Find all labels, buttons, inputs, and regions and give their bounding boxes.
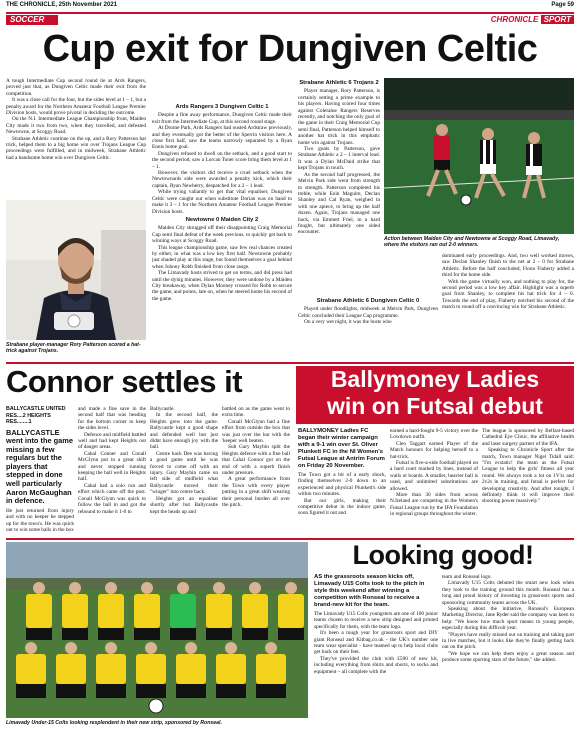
section-bar <box>6 12 574 24</box>
headline-connor: Connor settles it <box>6 364 243 399</box>
photo-caption-action: Action between Maiden City and Newtowne at Scoggy Road, Limavady, where the visitors ran out 2-0 winners. <box>384 236 560 248</box>
headline-ballymoney-box <box>296 366 574 424</box>
photo-action-maiden-city <box>384 78 574 234</box>
headline-cup-exit: Cup exit for Dungiven Celtic <box>42 28 538 70</box>
page-header <box>6 2 574 12</box>
photo-rory-patterson <box>6 200 146 340</box>
photo-caption-limavady: Limavady Under-15 Colts looking resplendent in their new strip, sponsored by Ronseal. <box>6 720 222 726</box>
story4-col2: team and Ronseal logo. Limavady U15 Colts debuted the smart new look when they took to the training ground this month. Ronseal has a long and proud history of investing in grassroots sports and sponsoring community teams across the UK. Speaking about the initiative, Ronseal's European Marketing Director, Jane Ryder said the company was keen to help: "We know how much sport means to young people, especially during this difficult year. "Players have really missed out on training and taking part in live matches, but it looks like they're finally getting back out on the pitch. "We hope we can help them enjoy a great season and produce some sporting stars of the future," she added. <box>442 574 574 664</box>
photo-limavady-team <box>6 542 308 718</box>
story3-intro: BALLYMONEY Ladies FC began their winter campaign with a 9-1 win over St. Oliver Plunkett FC in the NI Women's Futsal League at Antrim Forum on Friday 20 November. <box>298 428 385 469</box>
story1-col3b: Strabane Athletic 6 Dungiven Celtic 0 Played under floodlights, midweek at Melvin Park, Dungiven Celtic concluded their League Cup programme. On a very wet night, it was the hosts who <box>298 298 438 326</box>
story3-col1: BALLYMONEY Ladies FC began their winter campaign with a 9-1 win over St. Oliver Plunkett FC in the NI Women's Futsal League at Antrim Forum on Friday 20 November. The Town got a bit of a early shock, finding themselves 2-0 down to an experienced and physical Plunkett's side within two minutes. But our girls, making their competitive debut in the indoor game, soon figured it out and <box>298 428 386 517</box>
story2-col1: BALLYCASTLE UNITED RES....2 HEIGHTS RES........1 BALLYCASTLE went into the game missing a few regulars but the players that stepped in done well particularly Aaron McGaughan in defence. He just returned from injury and with no keeper he stepped up for the town's. He was quick out to win some balls in the box <box>6 406 74 534</box>
photo-caption-rory: Strabane player-manager Rory Patterson scored a hat-trick against Trojans. <box>6 342 141 354</box>
page-number: Page 59 <box>551 2 574 8</box>
subhead-newtowne: Newtowne 0 Maiden City 2 <box>185 216 259 223</box>
story1-col1: A tough Intermediate Cup second round tie at Ards Rangers, proved just that, as Dungiven Celtic made their exit from the competition. It was a close call for the four, but the sides level at 1 – 1, but a penalty award for the Northern Amateur Football League Premier Division hosts, would prove pivotal in deciding the outcome. On the N.I. Intermediate League Championship front, Maiden City made it two from two, when they travelled, and defeated Newtowne, at Scoggy Road. Strabane Athletic continue on the up, and a Rory Patterson hat trick, helped them to a big home win over Trojans League Cup proceedings were fulfilled, and in midweek, Strabane Athletic had a handsome home win over Dungiven Celtic. <box>6 78 146 161</box>
story4-col1: AS the grassroots season kicks off, Limavady U15 Colts took to the pitch in style this weekend after winning a competition with Ronseal to receive a brand-new kit for the team. The Limavady U15 Colts youngsters are one of 100 junior teams chosen to receive a new strip designed and printed specifically for them, with the team logo. It's been a tough year for grassroots sport and DIY giant Ronseal and Kitbag.co.uk - the UK's number one team wear specialist - have teamed up to help local clubs get back on their feet. They've provided the club with £500 of new kit, including everything from shirts and shorts, to socks and equipment – all complete with the <box>314 574 438 675</box>
story1-col2: Ards Rangers 3 Dungiven Celtic 1 Despite a fine away performance, Dungiven Celtic made their exit from the Intermediate Cup, at this second round stage. At Drome Park, Ards Rangers had ousted Ardstraw previously, and they eventually got the better of the Sperrin visitors here. A close first half, saw the teams narrowly separated by a Ryan Ennis home goal. Dungiven refused to dwell on the setback, and a good start to the second period, saw a Lorcan Toner score bring them level at 1 – 1. However, the visitors did receive a cruel setback when the Newtownards side were awarded a penalty kick, which their captain, Ryan Newberry, despatched for a 2 – 1 lead. While trying valiantly to get that vital equaliser, Dungiven Celtic were caught out when substitute Dorian was on hand to make it 3 – 1 for the Northern Amateur Football League Premier Division hosts. Newtowne 0 Maiden City 2 Maiden City shrugged off their disappointing Craig Memorial Cup semi final defeat of the week previous, to quickly get back to winning ways at Scoggy Road. This league championship game, saw few real chances created by either, in what was a low key first half. Newtowne probably just shaded play at this stage, but found themselves a goal behind when Johnny Robb finished from close range. The Limavady hosts strived to get on terms, and did press had until the dying minutes. However, they were undone by a Maiden City breakaway, when Dylan Mooney crossed for Robb to secure the game, and points, late on, when he steered home his second of the game. <box>152 104 292 302</box>
brand-logo: CHRONICLE SPORT <box>491 15 574 25</box>
subhead-strabane-trojans: Strabane Athletic 6 Trojans 2 <box>299 80 379 86</box>
publication-date: THE CHRONICLE, 25th November 2021 <box>6 2 118 8</box>
story2-scoreline: BALLYCASTLE UNITED RES....2 HEIGHTS RES........1 <box>6 406 66 425</box>
story1-col4: dominated early proceedings. And, two well worked moves, saw Declan Shanley finish to the net at 2 – 0 for Strabane Athletic. Before the half concluded, Fionn Flaherty added a third for the home side. With the game virtually won, and nothing to play for, the second period was a low key affair. Highlight was a superb goal from Shanley, to complete his hat trick for 4 – 0. Towards the end of play, Flaherty notched his second of the match to round off a convincing win for Strabane Athletic. <box>442 253 574 311</box>
story1-col3: Strabane Athletic 6 Trojans 2 Player manager, Rory Patterson, is certainly setting a prime example to his players. Having scored four times against Coleraine Rangers Reserves recently, and notching the only goal of the game in their Craig Memorial Cup semi final, Patterson helped himself to another hat trick in this emphatic home win against Trojans. Two goals by Patterson, gave Strabane Athletic a 2 – 1 interval lead. It was a Dylan McDaid strike that kept Trojans in touch. As the second half progressed, the Melvin Park side went from strength to strength. Patterson completed his treble, while Eoin Maguire, Declan Shanley and Cal Ryan, weighed in with one apiece, to bring up the half dozen. Again, Trojans managed one back, via Emmett Friel, in a hard fought, but ultimately one sided encounter. <box>298 80 380 236</box>
headline-looking-good: Looking good! <box>352 540 534 570</box>
story2-col3: Ballycastle. In the second half, the Heights grew into the game. Ballycastle kept a good shape and defended well but just didnt have enough joy with the ball. Centre back Dee was having a good game until he was forced to come off with an injury. Gary Maybin came on left side of midfield what Ballycastle moved their "winger" into centre back. Heights got an equaliser shortly after but Ballycastle kept the heads up and <box>150 406 218 515</box>
story2-intro: BALLYCASTLE went into the game missing a few regulars but the players that stepped in done well particularly Aaron McGaughan in defence. <box>6 427 73 506</box>
headline-ballymoney-line2: win on Futsal debut <box>327 393 543 419</box>
section-label: SOCCER <box>6 15 58 25</box>
story4-intro: AS the grassroots season kicks off, Limavady U15 Colts took to the pitch in style this weekend after winning a competition with Ronseal to receive a brand-new kit for the team. <box>314 574 425 608</box>
story3-col3: The league is sponsored by Belfast-based Cathedral Eye Clinic, the affiliative health and laser surgery partner of the IFA. Speaking to Chronicle Sport after the match, Town manager Nigel Tidall said: "I'm ecstatic! the team as the Futsal League to help the girls' fitness all year round. We always took a lot on 1V1s and 2v2s in training, and futsal is perfect for developing creativity. And after tonight, I definitely think it will improve their shooting power massively." <box>482 428 574 505</box>
story2-col2: and made a fine save in the second half that was heading for the bottom corner to keep the sides level. Defence and midfield battled well and had kept Heights out of danger areas. Cahal Conner and Conall McGlynn put in a great shift and never stopped running keeping the ball well in Heights half. Cahal had a solo run and effort which came off the post. Conall McGlynn was quick to follow the ball in and got the rebound to make it 1-0 to <box>78 406 146 515</box>
story3-col2: earned a hard-fought 9-5 victory over the Lowdown outfit. Cleo Taggart earned Player of the Match honours for helping herself to a hat-trick. Futsal is five-a-side football played on a hard court marked by lines, instead of walls or boards. A smaller, heavier ball is used, and unlimited substitutions are allowed. More than 30 sides from across N.Ireland are competing in the Women's Futsal League run by the IFA Foundation in regional groups throughout the winter. <box>390 428 478 518</box>
subhead-strabane-dungiven: Strabane Athletic 6 Dungiven Celtic 0 <box>316 298 420 304</box>
headline-ballymoney-line1: Ballymoney Ladies <box>330 366 540 392</box>
story2-col4: battled on as the game went to extra time. Conall McGlynn had a fine effort from outside the box that was just over the bar with the 'keeper well beaten. Sub Gary Maybin split the Heights defence with a fine ball that Cahal Connor got on the end of with a superb finish under pressure. A great performance from the Town with every player putting in a great shift wearing their personal burden all over the pitch. <box>222 406 290 509</box>
subhead-ards-rangers: Ards Rangers 3 Dungiven Celtic 1 <box>175 104 269 110</box>
